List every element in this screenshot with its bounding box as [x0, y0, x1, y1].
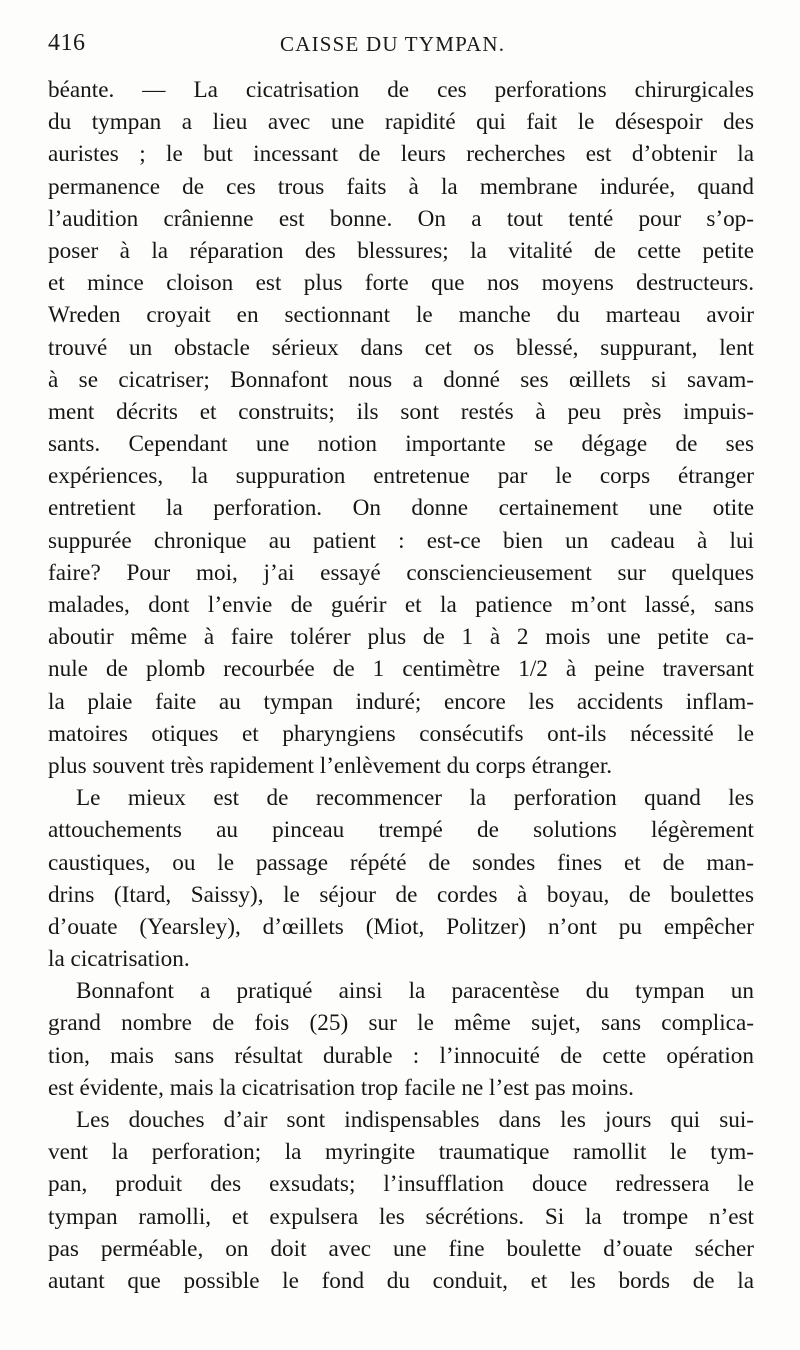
text-line: expériences, la suppuration entretenue par le corps étranger: [48, 463, 754, 490]
text-line: du tympan a lieu avec une rapidité qui fait le désespoir des: [48, 109, 754, 136]
running-title: CAISSE DU TYMPAN.: [280, 32, 506, 56]
text-line: est évidente, mais la cicatrisation trop facile ne l’est pas moins.: [48, 1074, 634, 1101]
text-line: caustiques, ou le passage répété de sondes fines et de man-: [48, 849, 754, 876]
text-line: la plaie faite au tympan induré; encore les accidents inflam-: [48, 688, 754, 715]
text-line: suppurée chronique au patient : est-ce bien un cadeau à lui: [48, 527, 754, 554]
text-line: Wreden croyait en sectionnant le manche du marteau avoir: [48, 302, 754, 329]
text-line: béante. — La cicatrisation de ces perforations chirurgicales: [48, 77, 754, 103]
text-line: tion, mais sans résultat durable : l’innocuité de cette opération: [48, 1042, 754, 1069]
text-line: pas perméable, on doit avec une fine boulette d’ouate sécher: [48, 1235, 754, 1262]
text-line: nule de plomb recourbée de 1 centimètre 1/2 à peine traversant: [48, 656, 754, 683]
text-line: trouvé un obstacle sérieux dans cet os blessé, suppurant, lent: [48, 334, 754, 361]
page-header: [48, 30, 752, 60]
text-line: et mince cloison est plus forte que nos moyens destructeurs.: [48, 270, 754, 297]
text-line: grand nombre de fois (25) sur le même sujet, sans complica-: [48, 1010, 754, 1037]
page-number: 416: [48, 30, 86, 56]
text-line: ment décrits et construits; ils sont restés à peu près impuis-: [48, 398, 754, 425]
paragraph-start-line: Les douches d’air sont indispensables dans les jours qui sui-: [76, 1107, 754, 1133]
text-line: auristes ; le but incessant de leurs recherches est d’obtenir la: [48, 141, 754, 168]
text-line: vent la perforation; la myringite traumatique ramollit le tym-: [48, 1139, 754, 1166]
text-line: la cicatrisation.: [48, 946, 190, 973]
text-line: malades, dont l’envie de guérir et la patience m’ont lassé, sans: [48, 592, 754, 618]
text-line: plus souvent très rapidement l’enlèvement du corps étranger.: [48, 752, 613, 779]
text-line: permanence de ces trous faits à la membrane indurée, quand: [48, 173, 754, 200]
text-line: entretient la perforation. On donne certainement une otite: [48, 495, 754, 522]
text-line: à se cicatriser; Bonnafont nous a donné ses œillets si savam-: [48, 366, 754, 393]
body-text: [48, 74, 754, 1297]
paragraph-start-line: Bonnafont a pratiqué ainsi la paracentèse du tympan un: [76, 978, 754, 1005]
text-line: matoires otiques et pharyngiens consécutifs ont-ils nécessité le: [48, 720, 754, 747]
text-line: sants. Cependant une notion importante se dégage de ses: [48, 431, 754, 458]
text-line: faire? Pour moi, j’ai essayé consciencieusement sur quelques: [48, 559, 754, 586]
text-line: drins (Itard, Saissy), le séjour de cordes à boyau, de boulettes: [48, 881, 754, 908]
text-line: tympan ramolli, et expulsera les sécrétions. Si la trompe n’est: [48, 1203, 754, 1230]
text-line: attouchements au pinceau trempé de solutions légèrement: [48, 817, 754, 844]
text-line: poser à la réparation des blessures; la vitalité de cette petite: [48, 237, 754, 264]
text-line: pan, produit des exsudats; l’insufflation douce redressera le: [48, 1171, 754, 1198]
text-line: d’ouate (Yearsley), d’œillets (Miot, Politzer) n’ont pu empêcher: [48, 913, 754, 940]
paragraph-start-line: Le mieux est de recommencer la perforation quand les: [76, 785, 754, 812]
text-line: autant que possible le fond du conduit, et les bords de la: [48, 1267, 754, 1294]
text-line: l’audition crânienne est bonne. On a tout tenté pour s’op-: [48, 205, 754, 232]
text-line: aboutir même à faire tolérer plus de 1 à 2 mois une petite ca-: [48, 624, 754, 651]
